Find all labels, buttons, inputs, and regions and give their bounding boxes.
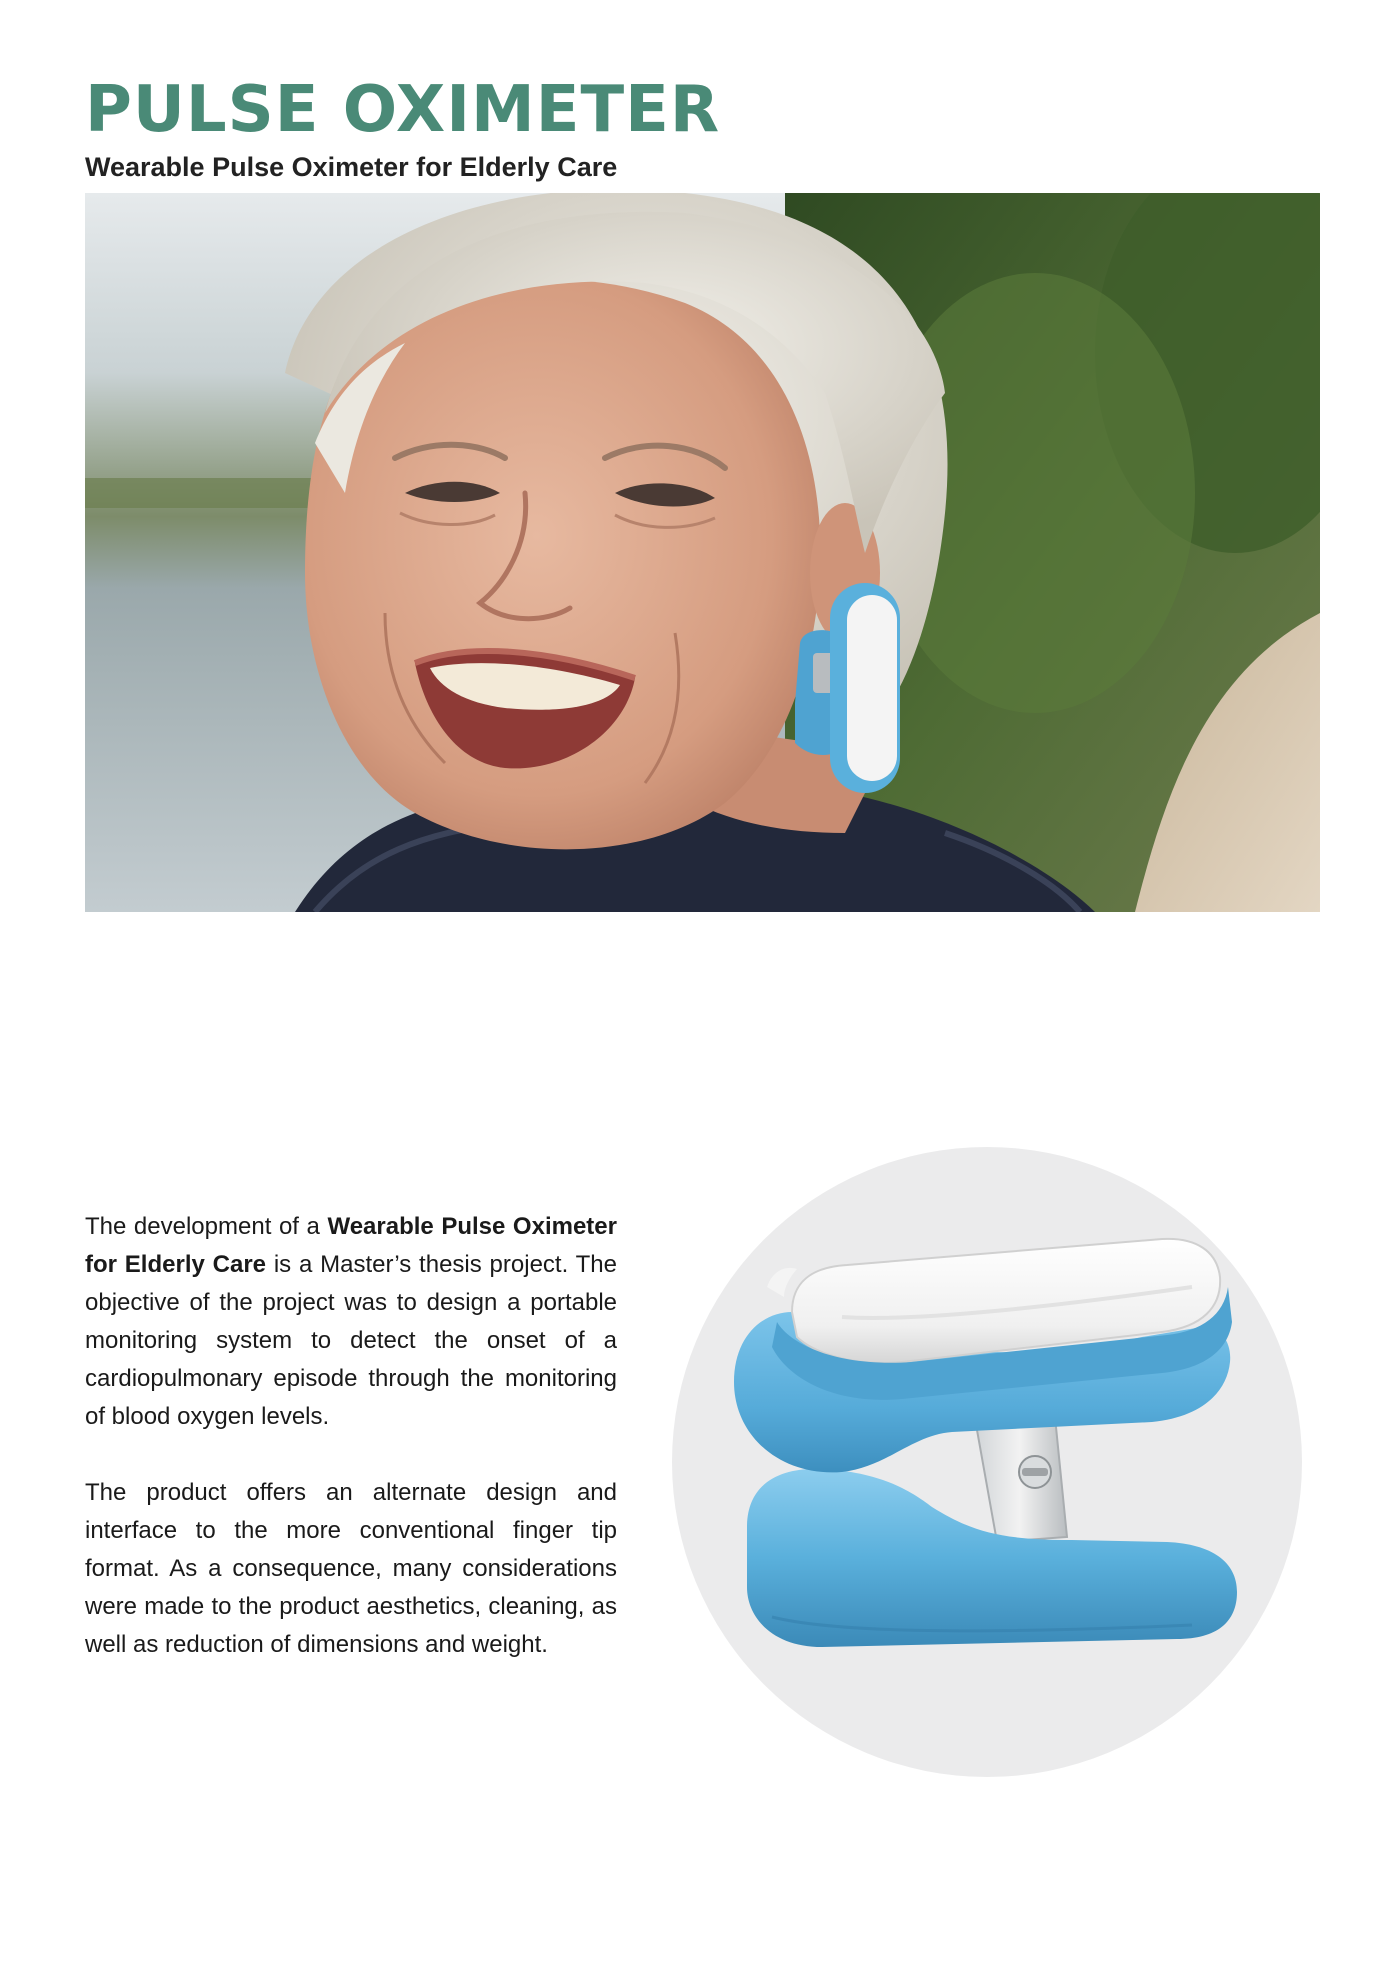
page-title: PULSE OXIMETER — [85, 73, 721, 147]
page-subtitle: Wearable Pulse Oximeter for Elderly Care — [85, 152, 618, 182]
paragraph-1-emphasis: Wearable Pulse Oximeter for Elderly Care — [85, 1213, 617, 1278]
description-paragraph-1 — [85, 1208, 617, 1436]
hero-photo — [85, 193, 1320, 912]
description-paragraph-2: The product offers an alternate design and interface to the more conventional finger tip format. As a consequence, many considerations were made to the product aesthetics, cleaning, as well as reduction of dimensions and weight. — [85, 1479, 617, 1658]
paragraph-1-suffix: is a Master’s thesis project. The objective of the project was to design a portable monitoring system to detect the onset of a cardiopulmonary episode through the monitoring of blood oxygen levels. — [85, 1251, 617, 1430]
product-render — [672, 1147, 1302, 1777]
description — [85, 1208, 617, 1702]
paragraph-1-prefix: The development of a — [85, 1213, 328, 1240]
